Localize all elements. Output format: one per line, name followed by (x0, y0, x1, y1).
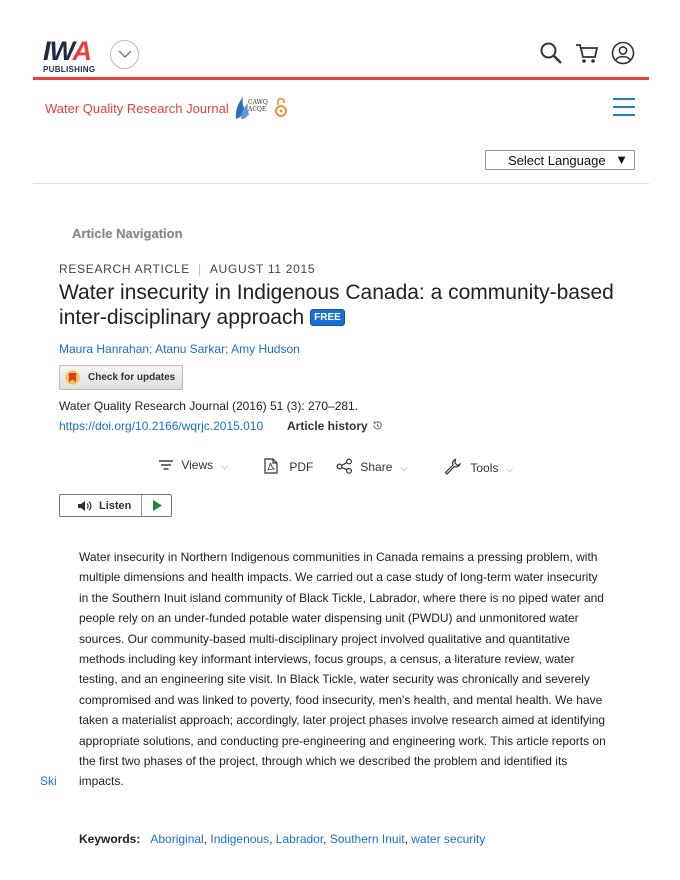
meta-separator: | (198, 262, 202, 276)
divider (33, 183, 649, 184)
share-dropdown[interactable] (336, 458, 407, 474)
cawq-emblem (233, 95, 267, 121)
check-for-updates-label: Check for updates (88, 372, 176, 383)
header-icon-group (539, 41, 635, 65)
chevron-down-icon (118, 50, 132, 59)
keyword-link[interactable]: Aboriginal (150, 832, 204, 846)
language-select[interactable] (485, 150, 635, 170)
site-header (33, 34, 649, 80)
chevron-down-icon: ⌵ (400, 463, 408, 473)
play-icon (152, 500, 162, 511)
author-link[interactable]: Amy Hudson (231, 342, 300, 356)
keywords-section: Keywords: Aboriginal, Indigenous, Labrador, Southern Inuit, water security (79, 832, 486, 846)
keyword-link[interactable]: Labrador (275, 832, 324, 846)
tools-dropdown[interactable] (444, 458, 513, 475)
keywords-label: Keywords: (79, 832, 141, 846)
article-title: Water insecurity in Indigenous Canada: a community-based inter-disciplinary approach (59, 281, 614, 329)
free-badge: FREE (310, 309, 345, 326)
views-label: Views (181, 458, 214, 472)
speaker-icon (77, 500, 92, 512)
user-icon[interactable] (611, 41, 635, 65)
dropdown-arrow-icon: ▼ (615, 152, 628, 167)
article-navigation-heading[interactable]: Article Navigation (72, 226, 183, 241)
listen-label: Listen (99, 500, 132, 512)
play-button[interactable] (142, 495, 171, 516)
check-for-updates-button[interactable] (59, 365, 183, 390)
pdf-icon (264, 458, 278, 474)
abstract-text: Water insecurity in Northern Indigenous communities in Canada remains a pressing problem, with multiple dimensions and health impacts. We carried out a case study of long-term water insecurity in the Southern Inuit island community of Black Tickle, Labrador, where there is no piped water and people rely on an under-funded potable water dispensing unit (PWDU) and unmonitored water sources. Our community-based multi-disciplinary project involved qualitative and quantitative methods including key informant interviews, focus groups, a census, a literature review, water testing, and an engineering site visit. In Black Tickle, water security was chronically and severely compromised and was linked to poverty, food insecurity, men's health, and mental health. We have taken a materialist approach; accordingly, later project phases involve research aimed at identifying appropriate solutions, and conducting pre-engineering and engineering work. This article reports on the first two phases of the project, through which we described the problem and identified its impacts. (79, 550, 606, 789)
share-label: Share (360, 460, 393, 474)
iwa-publishing-logo[interactable] (43, 38, 99, 74)
chevron-down-icon: ⌵ (506, 464, 514, 474)
listen-widget (59, 494, 172, 517)
filter-lines-icon (158, 458, 174, 472)
listen-button[interactable] (60, 495, 142, 516)
history-icon (372, 420, 383, 431)
crossmark-icon (65, 370, 80, 385)
article-date: AUGUST 11 2015 (209, 262, 316, 276)
article-type: RESEARCH ARTICLE (59, 262, 191, 276)
tools-label: Tools (470, 461, 499, 475)
journal-name-link[interactable]: Water Quality Research Journal (45, 101, 229, 116)
journal-bar (33, 92, 649, 126)
skip-link[interactable]: Ski (40, 774, 57, 788)
search-icon[interactable] (539, 41, 563, 65)
logo-mark: IWA (43, 36, 91, 66)
logo-subtitle: PUBLISHING (43, 65, 96, 74)
author-link[interactable]: Maura Hanrahan; (59, 342, 153, 356)
cart-icon[interactable] (575, 41, 599, 65)
wrench-icon (444, 458, 461, 475)
site-switcher-button[interactable] (110, 40, 139, 69)
open-access-icon (275, 95, 287, 119)
emblem-text: CAWQ ACQE (248, 99, 268, 113)
language-select-value: Select Language (508, 153, 606, 168)
keyword-link[interactable]: Southern Inuit (329, 832, 405, 846)
keyword-link[interactable]: water security (411, 832, 486, 846)
article-history-button[interactable] (287, 419, 383, 433)
chevron-down-icon: ⌵ (221, 461, 228, 471)
hamburger-menu-icon[interactable] (613, 98, 635, 118)
article-meta (59, 262, 315, 276)
doi-link[interactable]: https://doi.org/10.2166/wqrjc.2015.010 (59, 419, 264, 433)
share-icon (336, 458, 353, 474)
article-title-block (59, 280, 639, 330)
pdf-label: PDF (289, 460, 314, 474)
article-history-label: Article history (287, 419, 368, 433)
views-dropdown[interactable] (158, 458, 228, 472)
citation-text: Water Quality Research Journal (2016) 51 (3): 270–281. (59, 399, 359, 413)
author-link[interactable]: Atanu Sarkar; (155, 342, 229, 356)
pdf-button[interactable] (264, 458, 313, 474)
author-list (59, 342, 300, 356)
keyword-link[interactable]: Indigenous (210, 832, 270, 846)
